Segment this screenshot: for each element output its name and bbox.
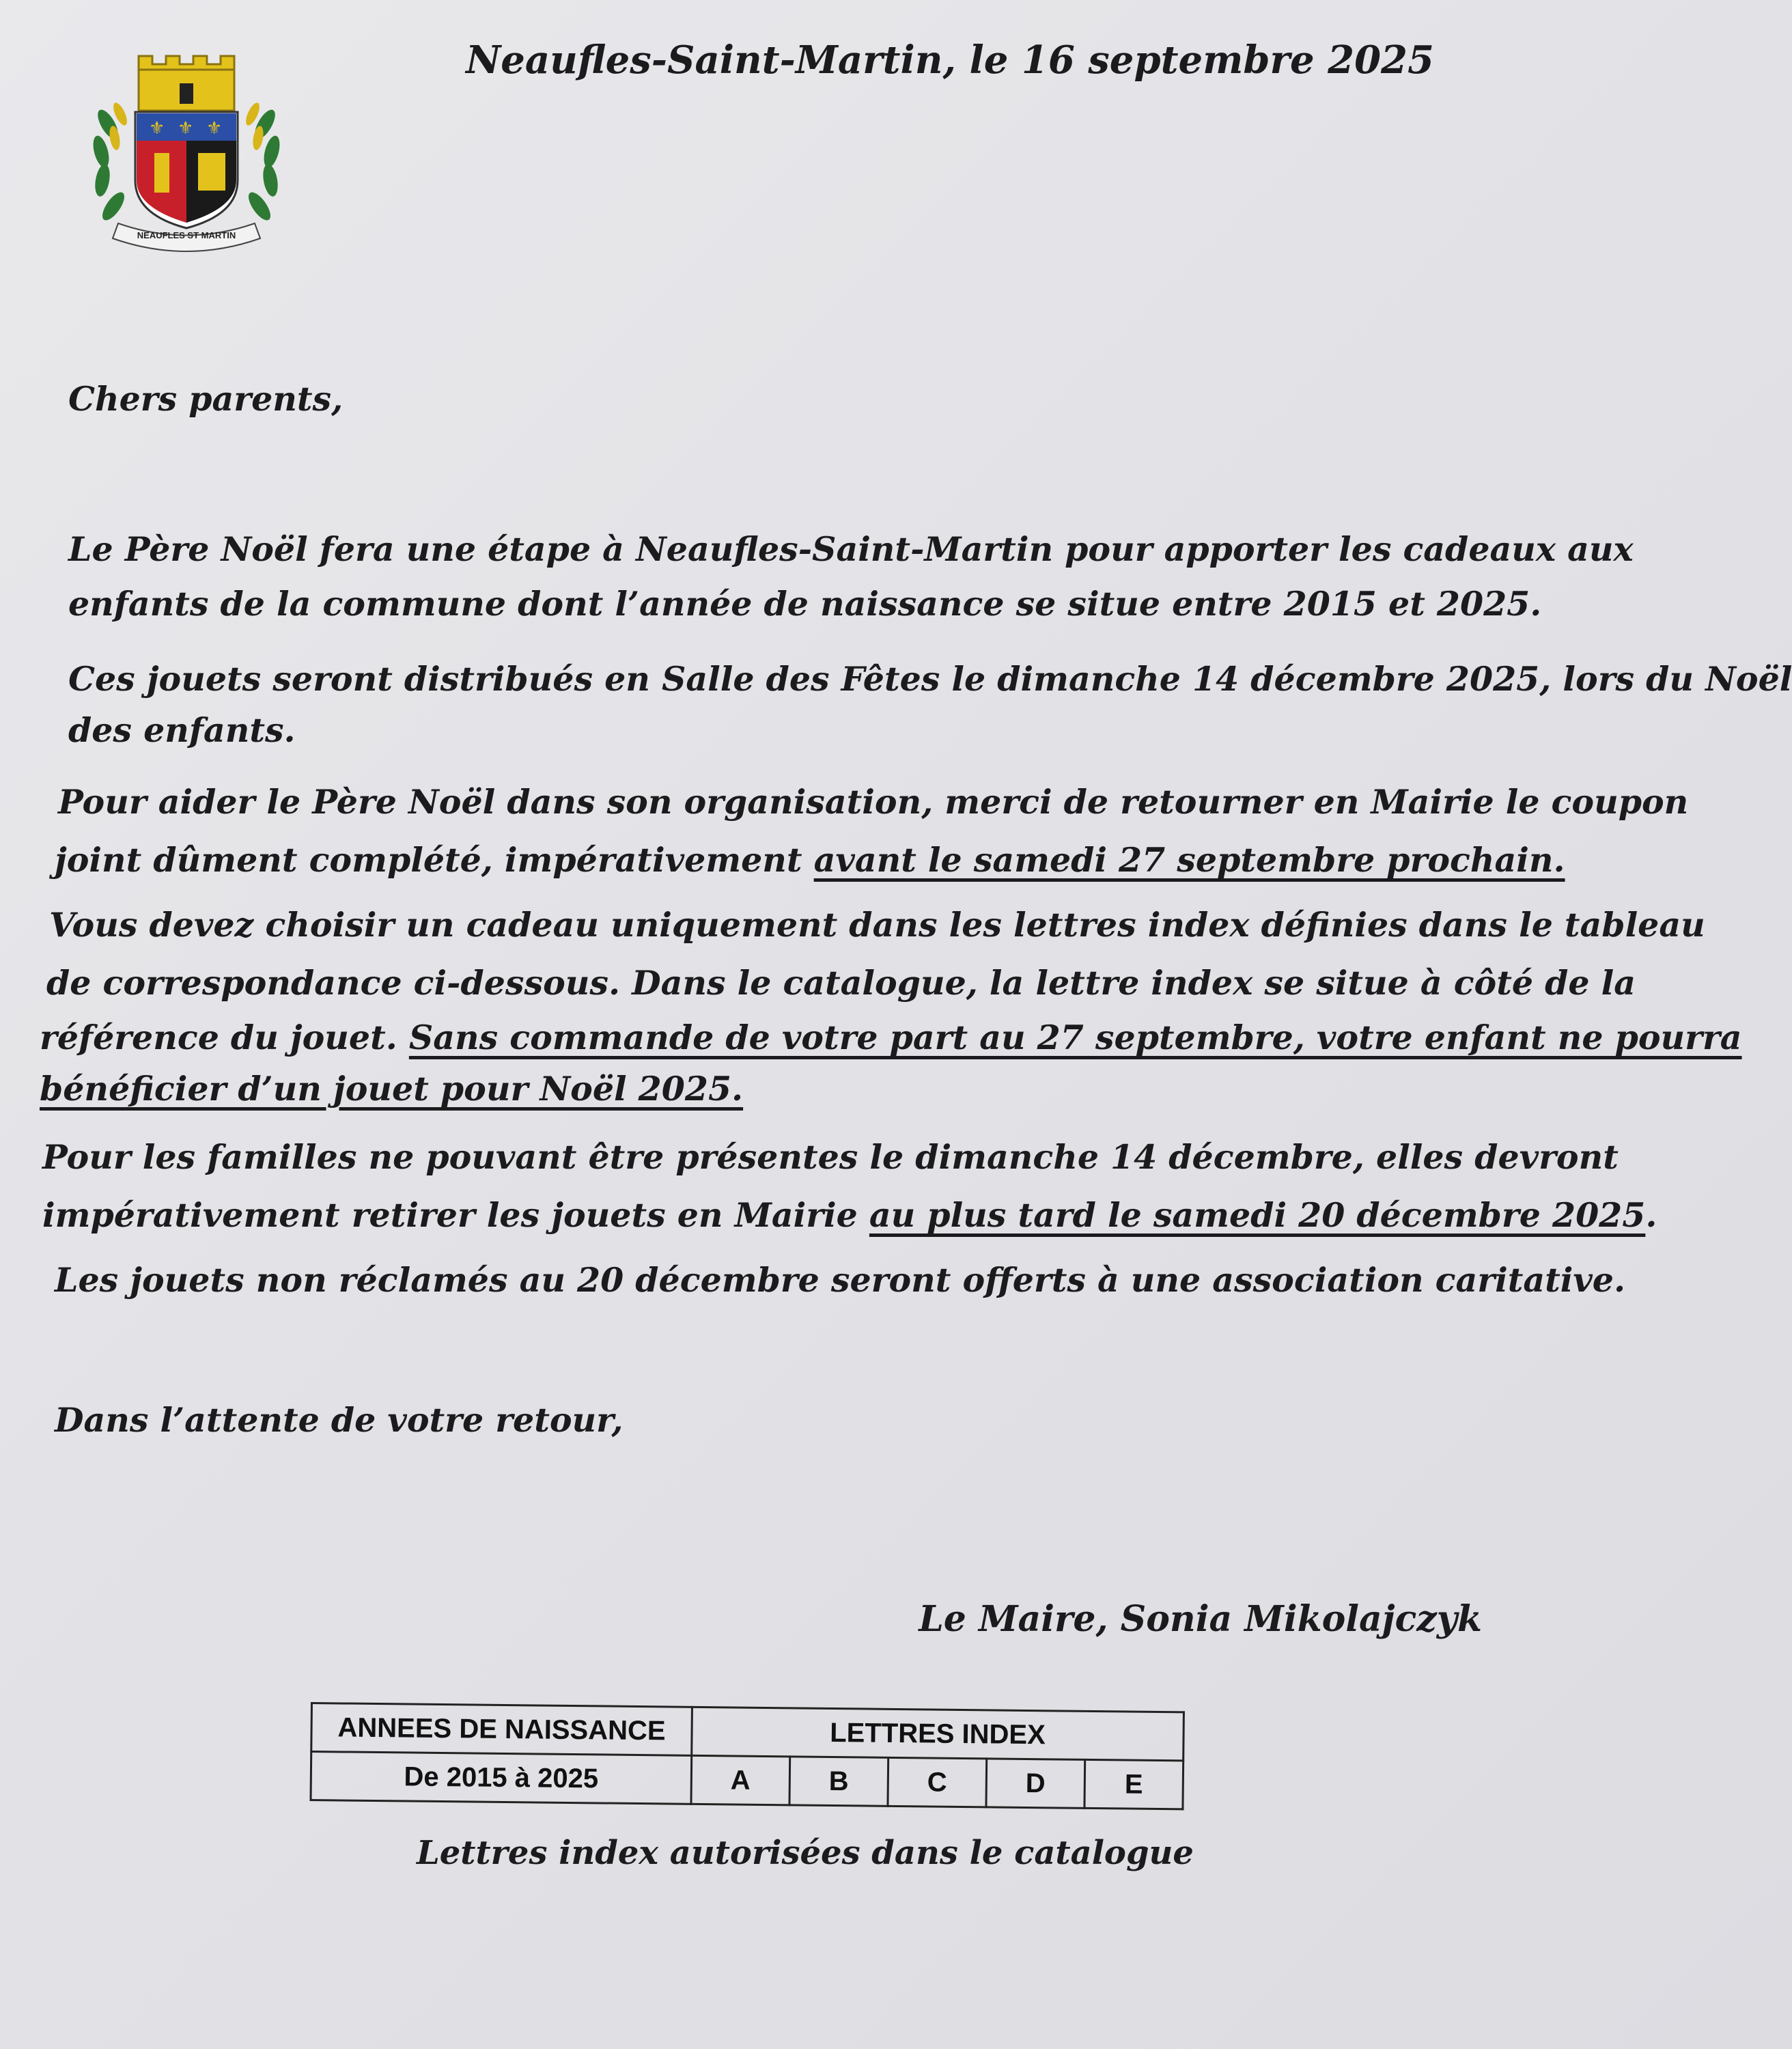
- town-crest-logo: [81, 49, 292, 254]
- date-line: Neaufles-Saint-Martin, le 16 septembre 2025: [466, 38, 1434, 83]
- index-letter-cell: C: [888, 1757, 987, 1807]
- paragraph-1-line-1: Le Père Noël fera une étape à Neaufles-Saint-Martin pour apporter les cadeaux aux: [68, 529, 1634, 569]
- paragraph-2-line-2: des enfants.: [68, 710, 296, 750]
- index-letter-cell: D: [986, 1759, 1085, 1809]
- paragraph-4-line-3: [40, 1018, 1742, 1057]
- warning-underlined-end: bénéficier d’un jouet pour Noël 2025.: [40, 1069, 744, 1109]
- paragraph-3-line-2: [55, 840, 1565, 880]
- crest-motto: NEAUFLES ST MARTIN: [137, 230, 236, 240]
- signature: Le Maire, Sonia Mikolajczyk: [919, 1598, 1482, 1640]
- paragraph-5-text: impérativement retirer les jouets en Mairie: [42, 1195, 869, 1235]
- pickup-deadline-underlined: au plus tard le samedi 20 décembre 2025: [869, 1195, 1646, 1235]
- paragraph-5-line-1: Pour les familles ne pouvant être présentes le dimanche 14 décembre, elles devront: [42, 1137, 1619, 1177]
- warning-underlined: Sans commande de votre part au 27 septembre, votre enfant ne pourra: [408, 1018, 1742, 1057]
- paragraph-5-line-2: [42, 1195, 1657, 1235]
- paragraph-4-line-4: [40, 1069, 1509, 1109]
- paragraph-4-text: référence du jouet.: [40, 1018, 409, 1057]
- header-index-letters: LETTRES INDEX: [692, 1707, 1184, 1761]
- index-letter-cell: B: [789, 1757, 888, 1807]
- birth-year-range: De 2015 à 2025: [311, 1752, 692, 1804]
- index-letter-cell: E: [1084, 1759, 1184, 1809]
- deadline-underlined: avant le samedi 27 septembre prochain.: [813, 840, 1565, 880]
- paragraph-5-end: .: [1645, 1195, 1657, 1235]
- header-birth-years: ANNEES DE NAISSANCE: [311, 1703, 692, 1756]
- paragraph-2-line-1: Ces jouets seront distribués en Salle des Fêtes le dimanche 14 décembre 2025, lors du Noël: [68, 659, 1792, 699]
- index-letters-table: [309, 1702, 1184, 1810]
- index-letter-cell: A: [691, 1755, 790, 1805]
- svg-text:⚜: ⚜: [178, 118, 194, 139]
- paragraph-3-line-1: Pour aider le Père Noël dans son organisation, merci de retourner en Mairie le coupon: [58, 782, 1689, 822]
- paragraph-4-line-2: de correspondance ci-dessous. Dans le catalogue, la lettre index se situe à côté de la: [46, 963, 1636, 1003]
- paragraph-4-line-1: Vous devez choisir un cadeau uniquement dans les lettres index définies dans le tableau: [49, 905, 1705, 945]
- svg-text:⚜: ⚜: [206, 118, 223, 139]
- paragraph-1-line-2: enfants de la commune dont l’année de naissance se situe entre 2015 et 2025.: [68, 584, 1542, 624]
- paragraph-3-text: joint dûment complété, impérativement: [55, 840, 814, 880]
- salutation: Chers parents,: [68, 379, 344, 419]
- closing: Dans l’attente de votre retour,: [55, 1400, 624, 1440]
- table-caption: Lettres index autorisées dans le catalogue: [417, 1834, 1194, 1872]
- paragraph-6-line-1: Les jouets non réclamés au 20 décembre seront offerts à une association caritative.: [55, 1260, 1626, 1300]
- svg-text:⚜: ⚜: [149, 118, 165, 139]
